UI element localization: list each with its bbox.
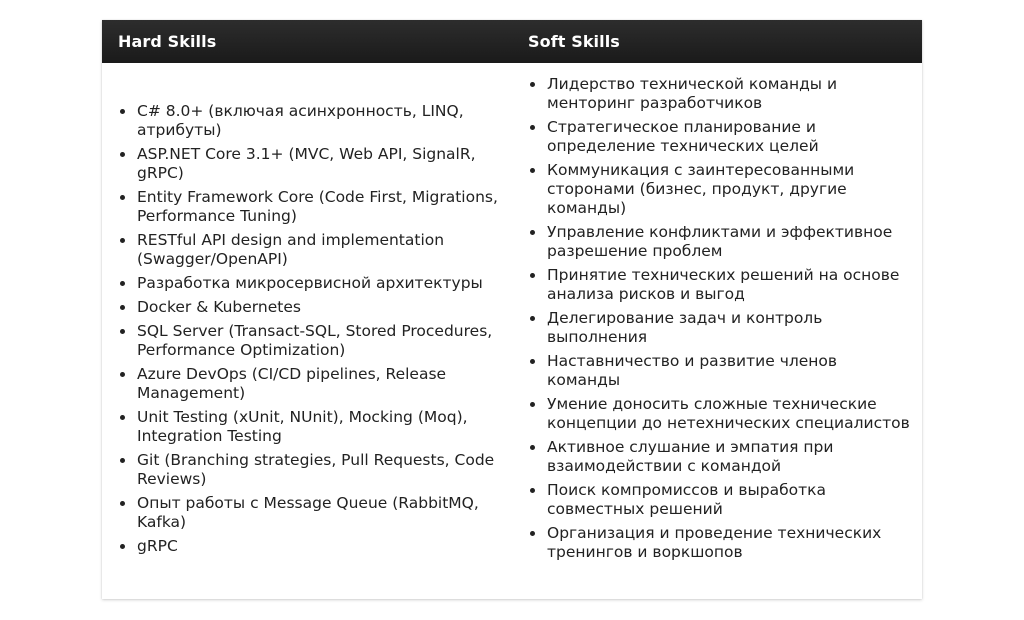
list-item: SQL Server (Transact-SQL, Stored Procedures, Performance Optimization) — [137, 322, 512, 360]
list-item: Git (Branching strategies, Pull Requests, Code Reviews) — [137, 451, 512, 489]
header-soft-skills: Soft Skills — [528, 32, 620, 51]
list-item: Разработка микросервисной архитектуры — [137, 274, 512, 293]
list-item: Управление конфликтами и эффективное разрешение проблем — [547, 223, 922, 261]
soft-skills-cell — [512, 63, 922, 599]
list-item: Лидерство технической команды и менторинг разработчиков — [547, 75, 922, 113]
list-item: Опыт работы с Message Queue (RabbitMQ, Kafka) — [137, 494, 512, 532]
list-item: Коммуникация с заинтересованными сторонами (бизнес, продукт, другие команды) — [547, 161, 922, 218]
list-item: C# 8.0+ (включая асинхронность, LINQ, атрибуты) — [137, 102, 512, 140]
list-item: Принятие технических решений на основе анализа рисков и выгод — [547, 266, 922, 304]
table-body-row — [102, 63, 922, 599]
list-item: Активное слушание и эмпатия при взаимодействии с командой — [547, 438, 922, 476]
header-hard-skills: Hard Skills — [118, 32, 217, 51]
list-item: Docker & Kubernetes — [137, 298, 512, 317]
list-item: ASP.NET Core 3.1+ (MVC, Web API, SignalR, gRPC) — [137, 145, 512, 183]
list-item: Делегирование задач и контроль выполнения — [547, 309, 922, 347]
list-item: RESTful API design and implementation (Swagger/OpenAPI) — [137, 231, 512, 269]
list-item: Наставничество и развитие членов команды — [547, 352, 922, 390]
list-item: Умение доносить сложные технические концепции до нетехнических специалистов — [547, 395, 922, 433]
hard-skills-list — [102, 102, 512, 561]
list-item: Организация и проведение технических тренингов и воркшопов — [547, 524, 922, 562]
list-item: Entity Framework Core (Code First, Migrations, Performance Tuning) — [137, 188, 512, 226]
list-item: gRPC — [137, 537, 512, 556]
list-item: Azure DevOps (CI/CD pipelines, Release Management) — [137, 365, 512, 403]
soft-skills-list — [512, 75, 922, 567]
list-item: Стратегическое планирование и определение технических целей — [547, 118, 922, 156]
skills-table — [102, 20, 922, 599]
list-item: Поиск компромиссов и выработка совместных решений — [547, 481, 922, 519]
table-header-row — [102, 20, 922, 63]
list-item: Unit Testing (xUnit, NUnit), Mocking (Moq), Integration Testing — [137, 408, 512, 446]
hard-skills-cell — [102, 63, 512, 599]
